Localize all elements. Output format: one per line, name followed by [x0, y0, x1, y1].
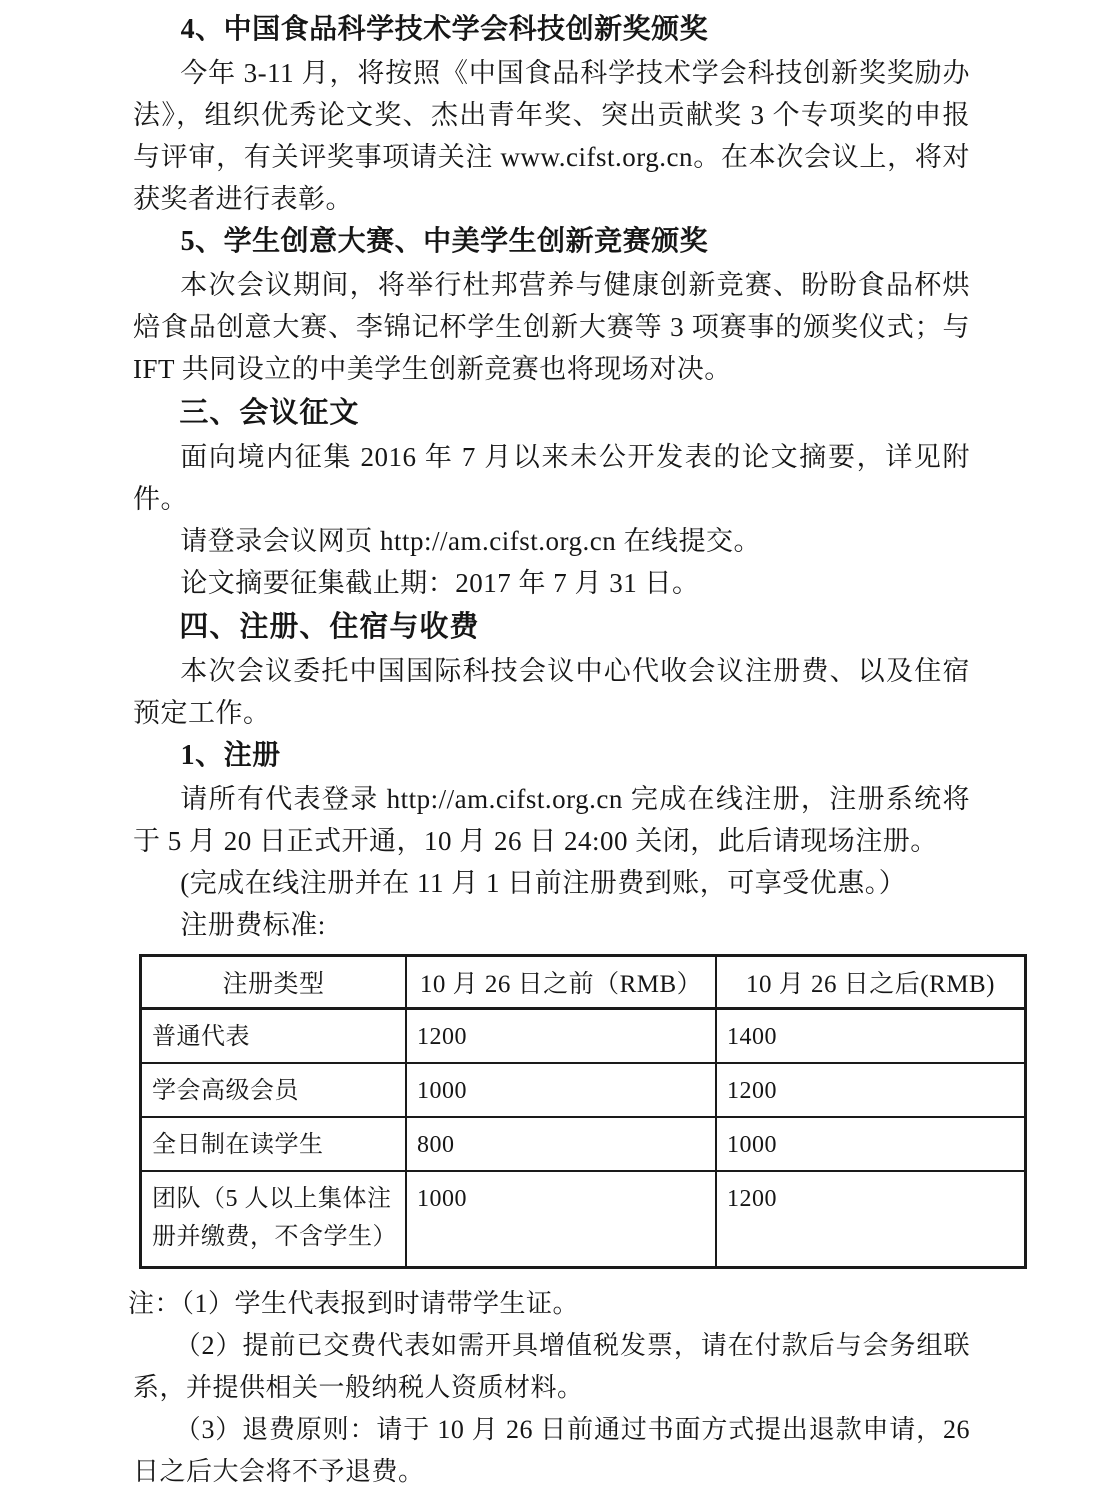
cell-type: 学会高级会员 — [141, 1063, 407, 1117]
fee-table-label: 注册费标准: — [180, 910, 326, 940]
heading-award4: 4、中国食品科学技术学会科技创新奖颁奖 — [180, 14, 709, 45]
cell-type: 全日制在读学生 — [141, 1117, 407, 1171]
paragraph-cfp-deadline: 论文摘要征集截止期：2017 年 7 月 31 日。 — [180, 568, 700, 598]
cell-after: 1200 — [716, 1171, 1026, 1268]
heading-registration-sub: 1、注册 — [180, 740, 281, 771]
paragraph-registration-body: 请所有代表登录 http://am.cifst.org.cn 完成在线注册，注册系统将于 5 月 20 日正式开通，10 月 26 日 24:00 关闭，此后请现场注册。 — [133, 784, 970, 856]
paragraph-award5: 本次会议期间，将举行杜邦营养与健康创新竞赛、盼盼食品杯烘焙食品创意大赛、李锦记杯学生创新大赛等 3 项赛事的颁奖仪式；与 IFT 共同设立的中美学生创新竞赛也将现场对决。 — [133, 270, 970, 384]
cell-after: 1200 — [716, 1063, 1026, 1117]
heading-registration: 四、注册、住宿与收费 — [179, 611, 480, 643]
cell-type: 普通代表 — [141, 1009, 407, 1064]
paragraph-cfp-scope: 面向境内征集 2016 年 7 月以来未公开发表的论文摘要，详见附件。 — [133, 442, 970, 514]
header-cell-before: 10 月 26 日之前（RMB） — [406, 956, 716, 1009]
table-row — [141, 1171, 1026, 1268]
paragraph-award4: 今年 3-11 月，将按照《中国食品科学技术学会科技创新奖奖励办法》，组织优秀论文奖、杰出青年奖、突出贡献奖 3 个专项奖的申报与评审，有关评奖事项请关注 www.cifst.org.cn。在本次会议上，将对获奖者进行表彰。 — [133, 58, 970, 214]
cell-after: 1000 — [716, 1117, 1026, 1171]
cell-before: 1200 — [406, 1009, 716, 1064]
table-row — [141, 1117, 1026, 1171]
note-student-id: 注：（1）学生代表报到时请带学生证。 — [128, 1289, 580, 1318]
paragraph-discount-note: (完成在线注册并在 11 月 1 日前注册费到账，可享受优惠。） — [180, 868, 907, 898]
cell-type: 团队（5 人以上集体注册并缴费，不含学生） — [141, 1171, 407, 1268]
table-row — [141, 1009, 1026, 1064]
note-refund-policy: （3）退费原则：请于 10 月 26 日前通过书面方式提出退款申请，26 日之后大会将不予退费。 — [133, 1415, 970, 1486]
paragraph-registration-intro: 本次会议委托中国国际科技会议中心代收会议注册费、以及住宿预定工作。 — [133, 656, 970, 728]
header-cell-type: 注册类型 — [141, 956, 407, 1009]
cell-before: 1000 — [406, 1063, 716, 1117]
heading-call-for-papers: 三、会议征文 — [179, 397, 360, 429]
fee-table-head — [141, 956, 1026, 1009]
registration-fee-table — [139, 954, 1027, 1269]
fee-table-body — [141, 1009, 1026, 1268]
note-invoice: （2）提前已交费代表如需开具增值税发票，请在付款后与会务组联系，并提供相关一般纳税人资质材料。 — [133, 1331, 970, 1402]
cell-after: 1400 — [716, 1009, 1026, 1064]
cell-before: 800 — [406, 1117, 716, 1171]
header-cell-after: 10 月 26 日之后(RMB) — [716, 956, 1026, 1009]
table-header-row — [141, 956, 1026, 1009]
heading-award5: 5、学生创意大赛、中美学生创新竞赛颁奖 — [180, 226, 709, 257]
paragraph-cfp-submit-url: 请登录会议网页 http://am.cifst.org.cn 在线提交。 — [180, 526, 761, 556]
cell-before: 1000 — [406, 1171, 716, 1268]
table-row — [141, 1063, 1026, 1117]
